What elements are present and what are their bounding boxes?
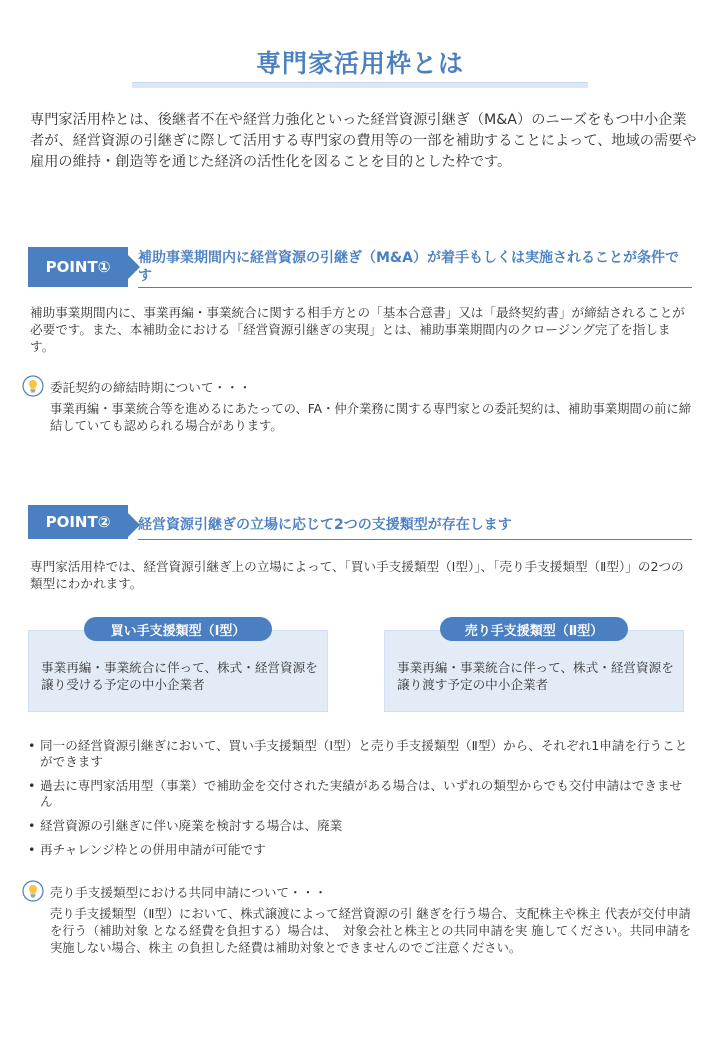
lightbulb-icon [22,375,44,397]
type2-label: 売り手支援類型（Ⅱ型） [440,617,628,641]
type2-box [384,630,684,712]
type1-label: 買い手支援類型（Ⅰ型） [84,617,272,641]
type1-box [28,630,328,712]
point2-tip-title: 売り手支援類型における共同申請について・・・ [50,885,327,900]
point1-header [28,247,692,287]
point2-header [28,505,692,545]
point1-body: 補助事業期間内に、事業再編・事業統合に関する相手方との「基本合意書」又は「最終契約書」が締結されることが必要です。また、本補助金における「経営資源引継ぎの実現」とは、補助事業期間内のクロージング完了を指します。 [30,305,685,354]
point2-bullet-list [28,738,692,866]
point1-underline [138,287,692,288]
point1-tip-body: 事業再編・事業統合等を進めるにあたっての、FA・仲介業務に関する専門家との委託契約は、補助事業期間の前に締結していても認められる場合があります。 [50,402,692,433]
point2-tip-body: 売り手支援類型（Ⅱ型）において、株式譲渡によって経営資源の引 継ぎを行う場合、支配株主や株主 代表が交付申請を行う（補助対象 となる経費を負担する）場合は、 対象会社と株主との共同申請を実 施してください。共同申請を実施しない場合、株主 の負担した経費は補助対象とできませんのでご注意ください。 [50,907,692,955]
type1-desc: 事業再編・事業統合に伴って、株式・経営資源を譲り受ける予定の中小企業者 [41,660,318,692]
point2-body: 専門家活用枠では、経営資源引継ぎ上の立場によって、「買い手支援類型（Ⅰ型）」、「売り手支援類型（Ⅱ型）」の2つの類型にわかれます。 [30,559,684,591]
type2-desc: 事業再編・事業統合に伴って、株式・経営資源を譲り渡す予定の中小企業者 [397,660,674,692]
title-underline [132,82,588,88]
point1-badge: POINT① [28,247,128,287]
page-title: 専門家活用枠とは [255,49,464,78]
list-item: • 再チャレンジ枠との併用申請が可能です [28,842,692,858]
point2-underline [138,539,692,540]
intro-paragraph: 専門家活用枠とは、後継者不在や経営力強化といった経営資源引継ぎ（M&A）のニーズをもつ中小企業者が、経営資源の引継ぎに際して活用する専門家の費用等の一部を補助することによって、地域の需要や雇用の維持・創造等を通じた経済の活性化を図ることを目的とした枠です。 [30,112,697,170]
point1-tip-title: 委託契約の締結時期について・・・ [50,380,252,395]
point1-title: 補助事業期間内に経営資源の引継ぎ（M&A）が着手もしくは実施されることが条件です [138,250,679,284]
point2-title: 経営資源引継ぎの立場に応じて2つの支援類型が存在します [138,517,512,533]
lightbulb-icon [22,880,44,902]
list-item: • 経営資源の引継ぎに伴い廃業を検討する場合は、廃業 [28,818,692,834]
point2-badge: POINT② [28,505,128,539]
list-item: • 同一の経営資源引継ぎにおいて、買い手支援類型（Ⅰ型）と売り手支援類型（Ⅱ型）から、それぞれ1申請を行うことができます [28,738,692,770]
list-item: • 過去に専門家活用型（事業）で補助金を交付された実績がある場合は、いずれの類型からでも交付申請はできません [28,778,692,810]
